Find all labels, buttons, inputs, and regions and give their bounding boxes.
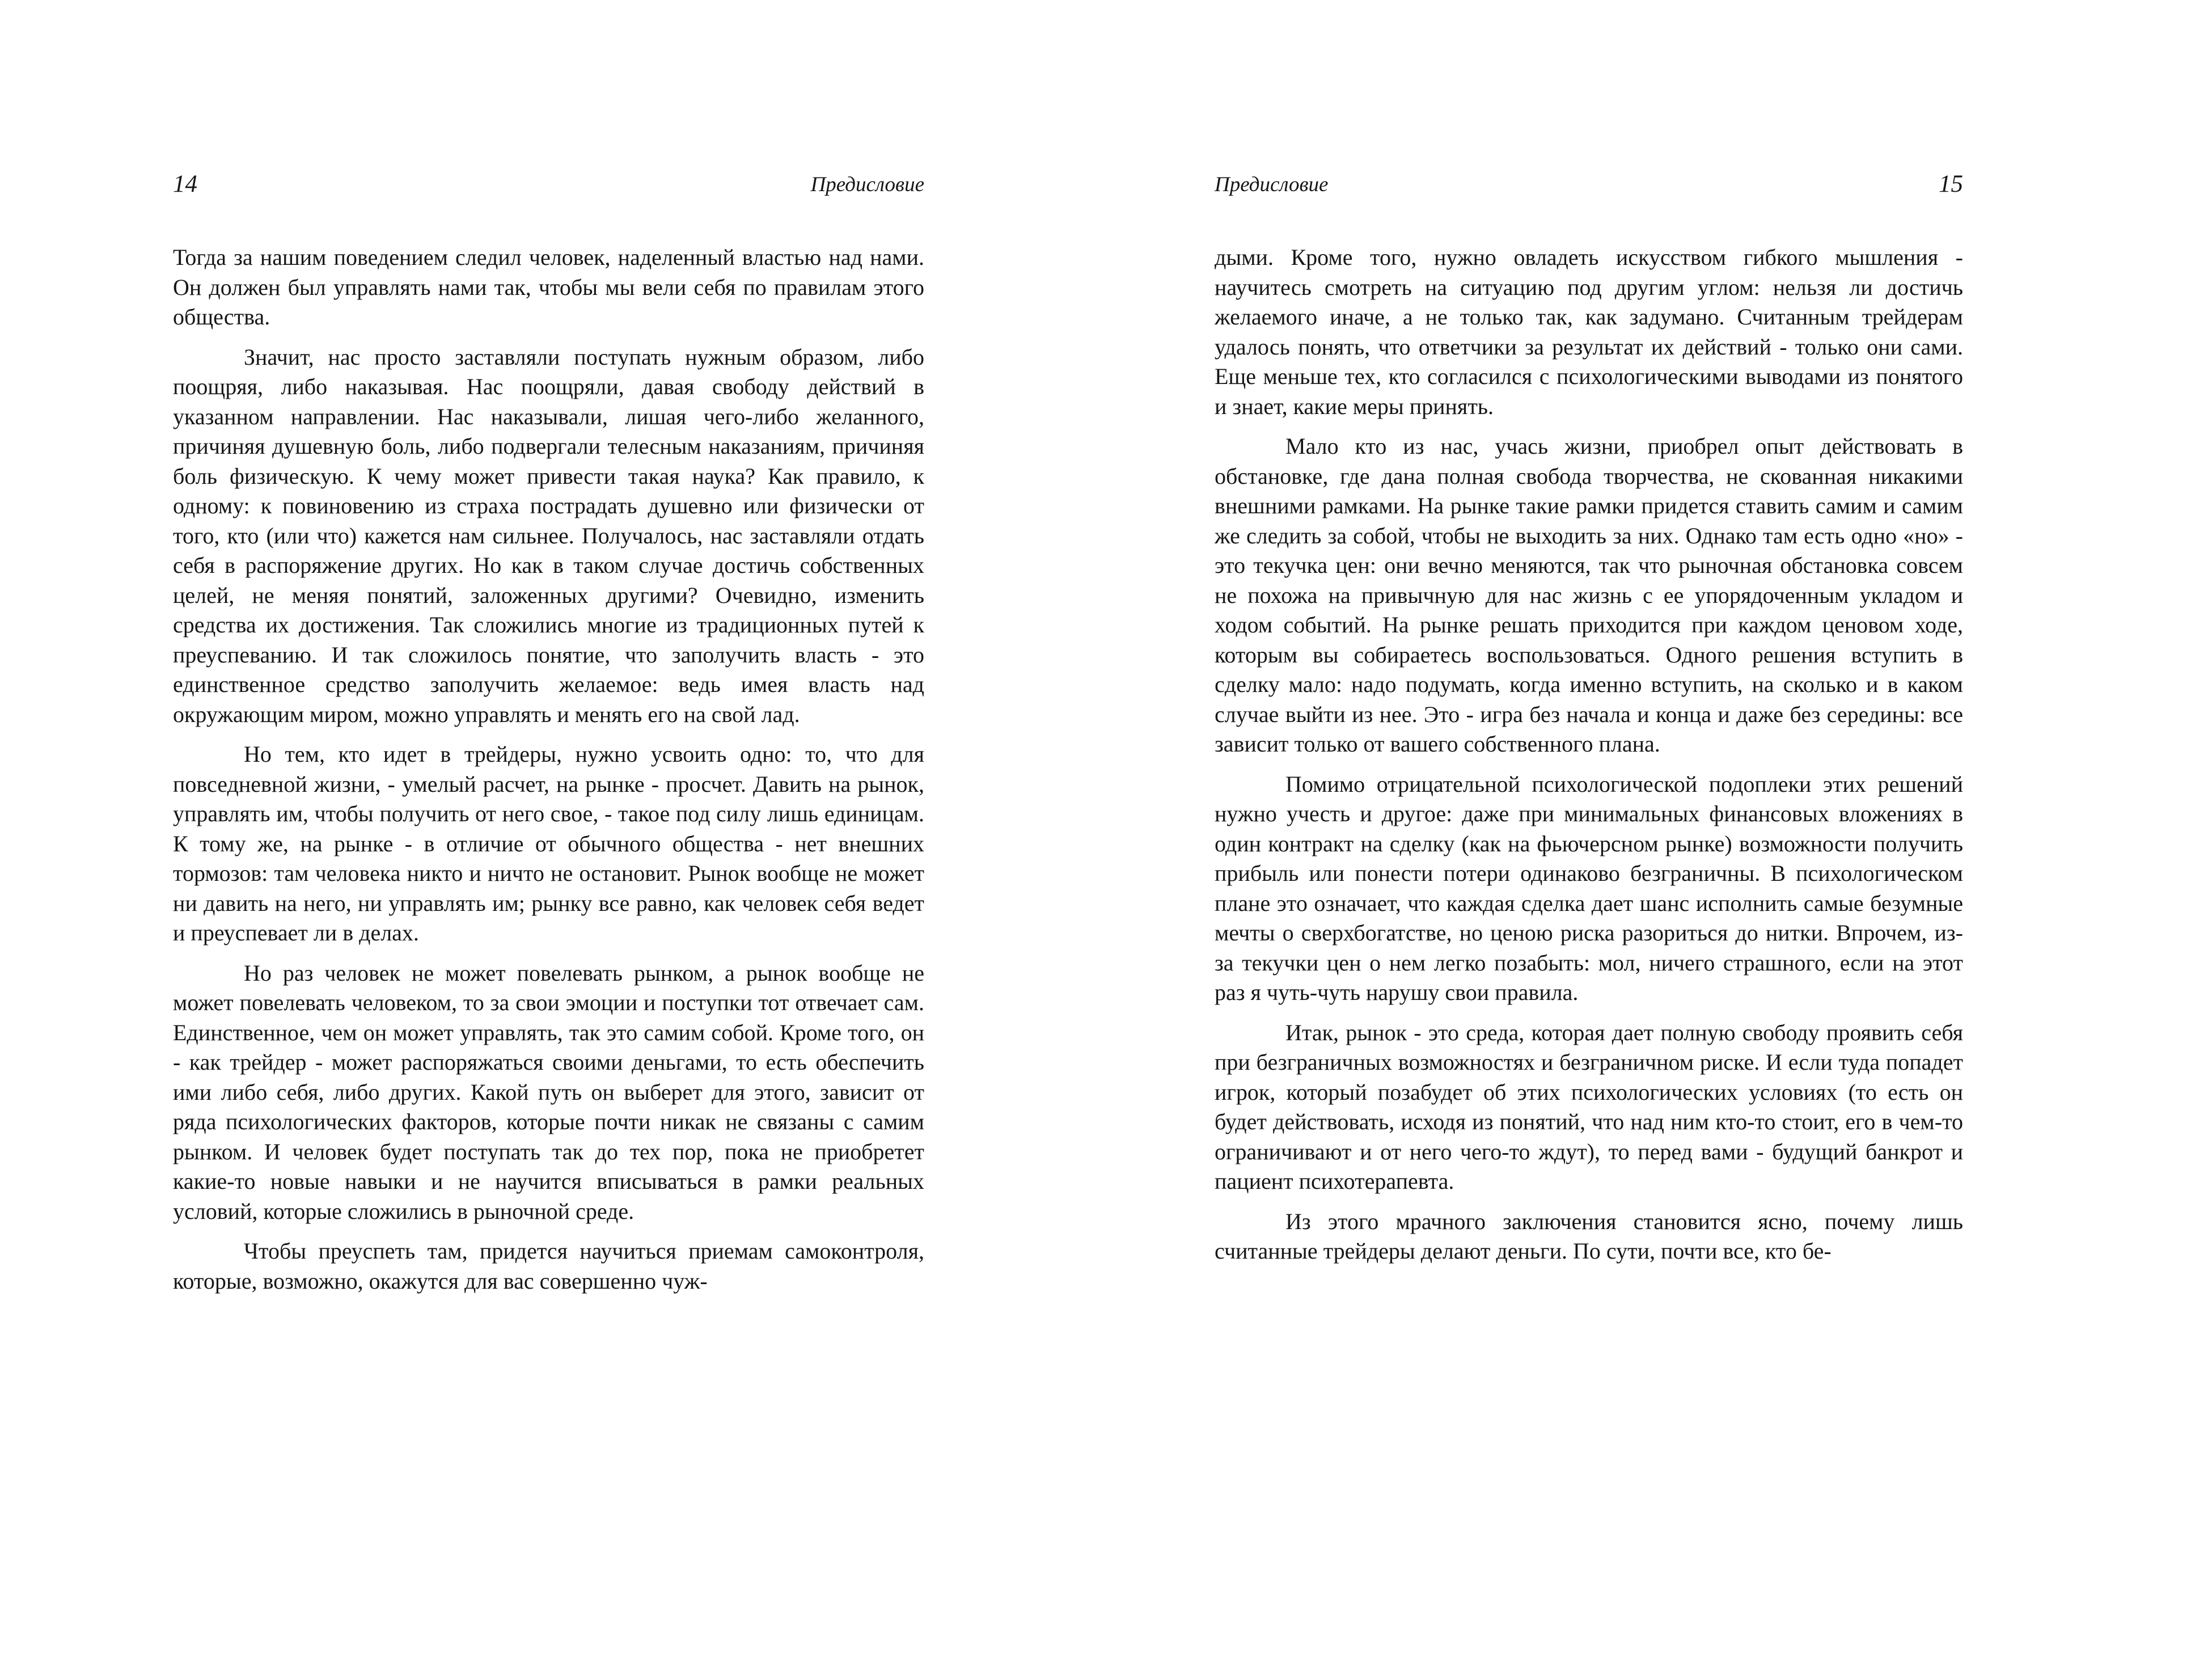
paragraph: Итак, рынок - это среда, которая дает полную свободу проявить себя при безграничных возможностях и безграничном риске. И если туда попадет игрок, который позабудет об этих психологических условиях (то есть он будет действовать, исходя из понятий, что над ним кто-то стоит, его в чем-то ограничивают и от него чего-то ждут), то перед вами - будущий банкрот и пациент психотерапевта. bbox=[1215, 1019, 1963, 1194]
paragraph: Помимо отрицательной психологической подоплеки этих решений нужно учесть и другое: даже при минимальных финансовых вложениях в один контракт на сделку (как на фьючерсном рынке) возможности получить прибыль или понести потери одинаково безграничны. В психологическом плане это означает, что каждая сделка дает шанс исполнить самые безумные мечты о сверхбогатстве, но ценою риска разориться до нитки. Впрочем, из-за текучки цен о нем легко позабыть: мол, ничего страшного, если на этот раз я чуть-чуть нарушу свои правила. bbox=[1215, 771, 1963, 1005]
paragraph: Но раз человек не может повелевать рынком, а рынок вообще не может повелевать человеком, то за свои эмоции и поступки тот отвечает сам. Единственное, чем он может управлять, так это самим собой. Кроме того, он - как трейдер - может распоряжаться своими деньгами, то есть обеспечить ими либо себя, либо других. Какой путь он выберет для этого, зависит от ряда психологических факторов, которые почти никак не связаны с самим рынком. И человек будет поступать так до тех пор, пока не приобретет какие-то новые навыки и не научится вписываться в рамки реальных условий, которые сложились в рыночной среде. bbox=[173, 960, 924, 1224]
paragraph: Чтобы преуспеть там, придется научиться приемам самоконтроля, которые, возможно, окажутся для вас совершенно чуж- bbox=[173, 1238, 924, 1294]
paragraph: Но тем, кто идет в трейдеры, нужно усвоить одно: то, что для повседневной жизни, - умелый расчет, на рынке - просчет. Давить на рынок, управлять им, чтобы получить от него свое, - такое под силу лишь единицам. К тому же, на рынке - в отличие от обычного общества - нет внешних тормозов: там человека никто и ничто не остановит. Рынок вообще не может ни давить на него, ни управлять им; рынку все равно, как человек себя ведет и преуспевает ли в делах. bbox=[173, 741, 924, 946]
paragraph: Тогда за нашим поведением следил человек, наделенный властью над нами. Он должен был управлять нами так, чтобы мы вели себя по правилам этого общества. bbox=[173, 244, 924, 330]
left-page-body bbox=[173, 243, 924, 1306]
paragraph: Из этого мрачного заключения становится ясно, почему лишь считанные трейдеры делают деньги. По сути, почти все, кто бе- bbox=[1215, 1208, 1963, 1264]
right-page-header bbox=[1215, 170, 1963, 204]
paragraph: Мало кто из нас, учась жизни, приобрел опыт действовать в обстановке, где дана полная свобода творчества, не скованная никакими внешними рамками. На рынке такие рамки придется ставить самим и самим же следить за собой, чтобы не выходить за них. Однако там есть одно «но» - это текучка цен: они вечно меняются, так что рыночная обстановка совсем не похожа на привычную для нас жизнь с ее упорядоченным укладом и ходом событий. На рынке решать приходится при каждом ценовом ходе, которым вы собираетесь воспользоваться. Одного решения вступить в сделку мало: надо подумать, когда именно вступить, на сколько и в каком случае выйти из нее. Это - игра без начала и конца и даже без середины: все зависит только от вашего собственного плана. bbox=[1215, 433, 1963, 757]
running-head: Предисловие bbox=[810, 173, 924, 196]
paragraph: Значит, нас просто заставляли поступать нужным образом, либо поощряя, либо наказывая. Нас поощряли, давая свободу действий в указанном направлении. Нас наказывали, лишая чего-либо желанного, причиняя душевную боль, либо подвергали телесным наказаниям, причиняя боль физическую. К чему может привести такая наука? Как правило, к одному: к повиновению из страха пострадать душевно или физически от того, кто (или что) кажется нам сильнее. Получалось, нас заставляли отдать себя в распоряжение других. Но как в таком случае достичь собственных целей, не меняя понятий, заложенных другими? Очевидно, изменить средства их достижения. Так сложились многие из традиционных путей к преуспеванию. И так сложилось понятие, что заполучить власть - это единственное средство заполучить желаемое: ведь имея власть над окружающим миром, можно управлять и менять его на свой лад. bbox=[173, 344, 924, 727]
page-number: 15 bbox=[1939, 171, 1963, 197]
paragraph: дыми. Кроме того, нужно овладеть искусством гибкого мышления - научитесь смотреть на ситуацию под другим углом: нельзя ли достичь желаемого иначе, а не только так, как задумано. Считанным трейдерам удалось понять, что ответчики за результат их действий - только они сами. Еще меньше тех, кто согласился с психологическими выводами из понятого и знает, какие меры принять. bbox=[1215, 244, 1963, 419]
running-head: Предисловие bbox=[1215, 173, 1329, 196]
page-number: 14 bbox=[173, 171, 197, 197]
right-page-body bbox=[1215, 243, 1963, 1277]
left-page-header bbox=[173, 170, 924, 204]
